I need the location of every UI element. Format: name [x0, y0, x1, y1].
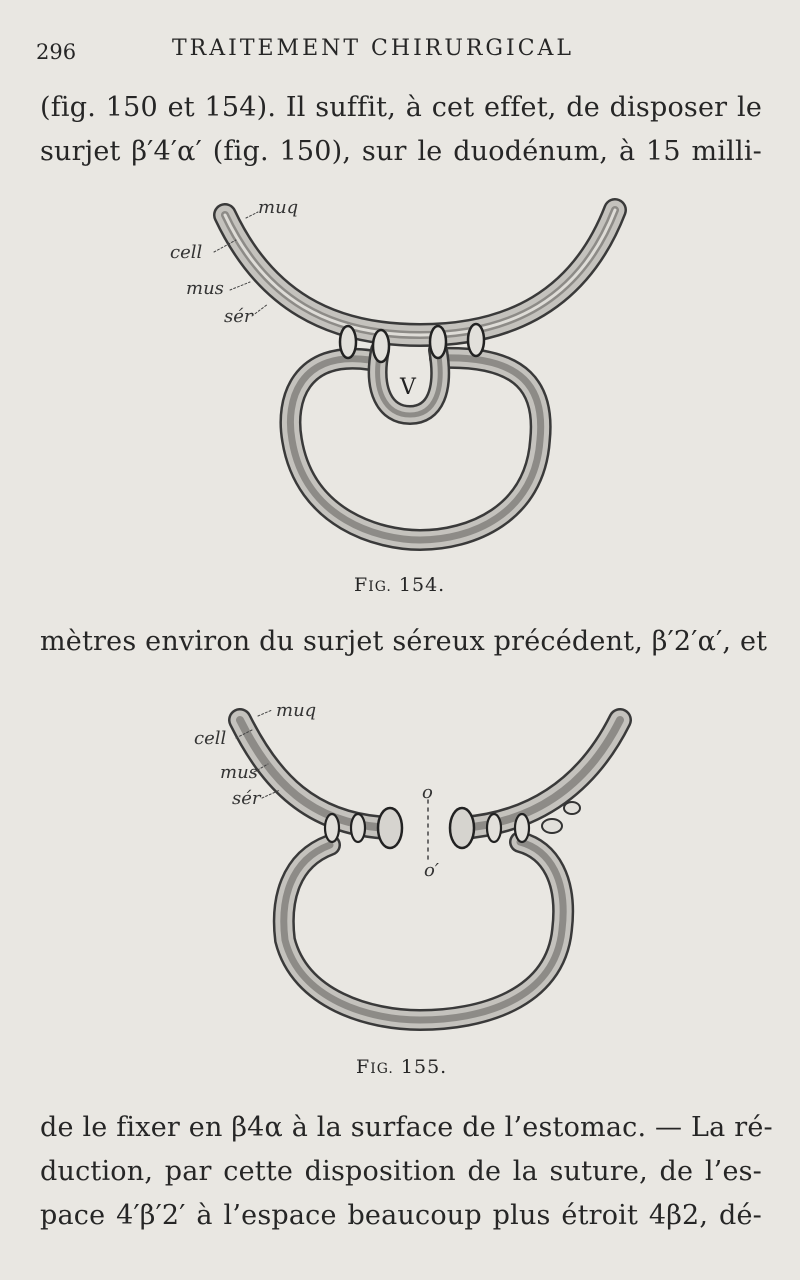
label-cell-155: cell	[194, 728, 227, 749]
label-v-154: V	[400, 375, 416, 400]
label-mus-155: mus	[220, 762, 258, 783]
body-line-3: mètres environ du surjet séreux précédent, β′2′α′, et	[40, 626, 768, 657]
figure-155-caption: FIG. 155.	[356, 1056, 448, 1078]
label-o-155: o	[422, 782, 433, 803]
figure-155-illustration	[0, 690, 800, 1040]
label-ser-154: sér	[224, 306, 253, 327]
label-o-prime-155: o′	[424, 860, 439, 881]
label-ser-155: sér	[232, 788, 261, 809]
running-title: TRAITEMENT CHIRURGICAL	[172, 36, 575, 61]
body-line-2: surjet β′4′α′ (fig. 150), sur le duodénum, à 15 milli-	[40, 136, 762, 167]
body-line-1: (fig. 150 et 154). Il suffit, à cet effet, de disposer le	[40, 92, 762, 123]
label-cell-154: cell	[170, 242, 203, 263]
body-line-6: pace 4′β′2′ à l’espace beaucoup plus étroit 4β2, dé-	[40, 1200, 762, 1231]
body-line-4: de le fixer en β4α à la surface de l’estomac. — La ré-	[40, 1112, 773, 1143]
figure-154-caption: FIG. 154.	[354, 574, 446, 596]
figure-154-illustration	[0, 190, 800, 570]
body-line-5: duction, par cette disposition de la suture, de l’es-	[40, 1156, 762, 1187]
label-mus-154: mus	[186, 278, 224, 299]
page-number: 296	[36, 40, 77, 64]
label-muq-155: muq	[276, 700, 317, 721]
label-muq-154: muq	[258, 197, 299, 218]
